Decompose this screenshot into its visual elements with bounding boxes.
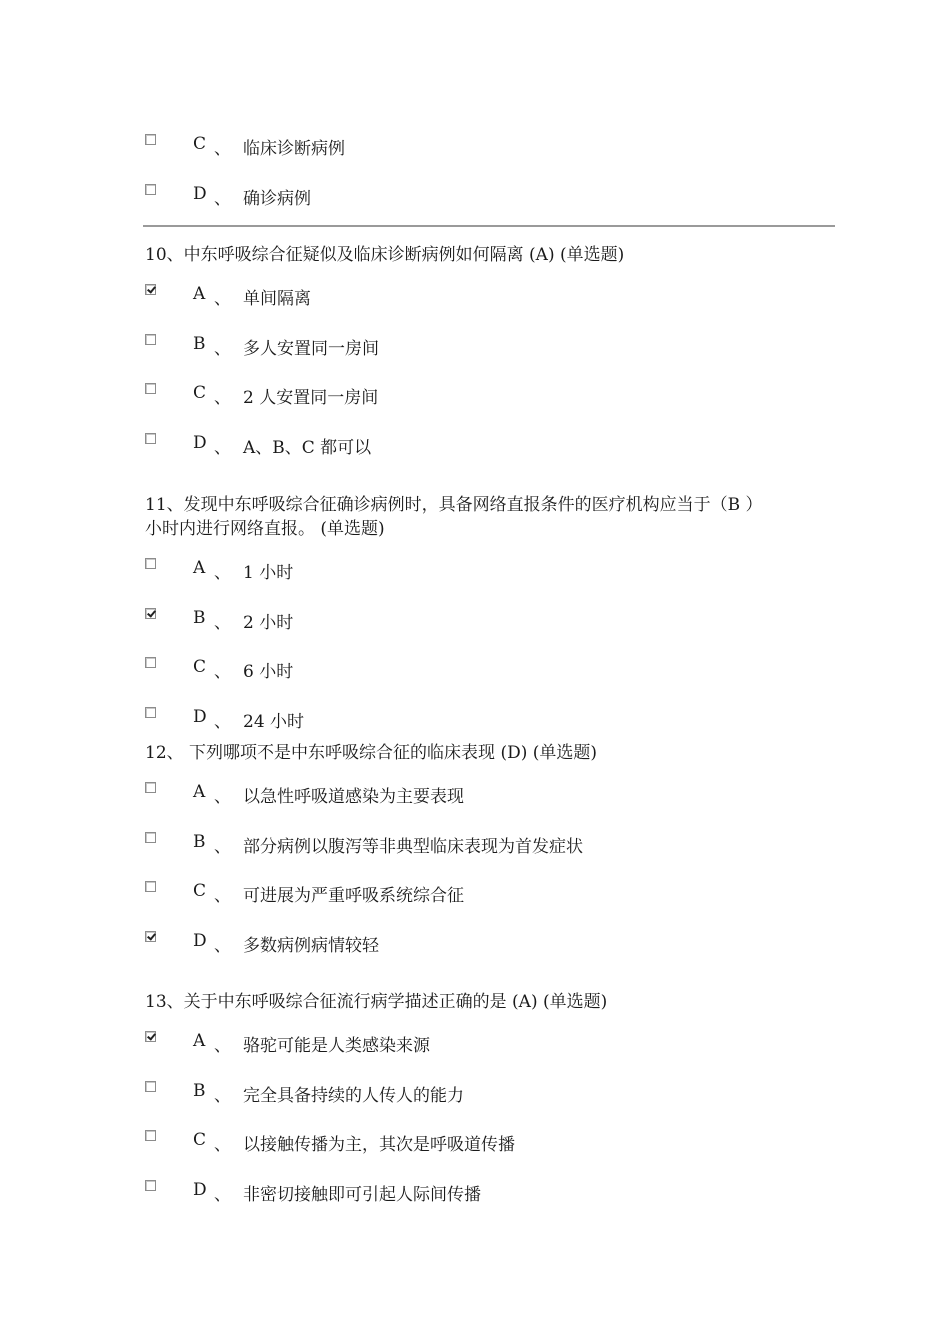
option-letter: A	[193, 558, 206, 578]
option-text[interactable]: 1 小时	[243, 563, 294, 583]
option-text[interactable]: A、B、C 都可以	[243, 438, 372, 458]
option-checkbox[interactable]	[145, 1180, 156, 1191]
option-separator: 、	[214, 886, 231, 906]
option-text[interactable]: 2 小时	[243, 613, 294, 633]
option-text[interactable]: 6 小时	[243, 662, 294, 682]
option-letter: D	[193, 433, 207, 453]
option-text[interactable]: 24 小时	[243, 712, 305, 732]
option-checkbox[interactable]	[145, 1031, 156, 1042]
option-checkbox[interactable]	[145, 1130, 156, 1141]
option-separator: 、	[214, 563, 231, 583]
option-separator: 、	[214, 388, 231, 408]
option-separator: 、	[214, 613, 231, 633]
option-checkbox[interactable]	[145, 334, 156, 345]
option-separator: 、	[214, 189, 231, 209]
option-separator: 、	[214, 438, 231, 458]
option-separator: 、	[214, 1036, 231, 1056]
option-separator: 、	[214, 289, 231, 309]
option-letter: D	[193, 931, 207, 951]
option-letter: B	[193, 334, 206, 354]
option-letter: C	[193, 1130, 207, 1150]
option-text[interactable]: 临床诊断病例	[243, 139, 345, 159]
question-text: 10、中东呼吸综合征疑似及临床诊断病例如何隔离 (A) (单选题)	[145, 245, 625, 265]
option-letter: A	[193, 782, 206, 802]
option-letter: B	[193, 608, 206, 628]
option-text[interactable]: 部分病例以腹泻等非典型临床表现为首发症状	[243, 837, 583, 857]
option-letter: D	[193, 184, 207, 204]
option-checkbox[interactable]	[145, 433, 156, 444]
option-separator: 、	[214, 1185, 231, 1205]
option-letter: A	[193, 1031, 206, 1051]
option-checkbox[interactable]	[145, 184, 156, 195]
question-text: 12、 下列哪项不是中东呼吸综合征的临床表现 (D) (单选题)	[145, 743, 598, 763]
option-text[interactable]: 单间隔离	[243, 289, 311, 309]
option-letter: D	[193, 1180, 207, 1200]
option-text[interactable]: 可进展为严重呼吸系统综合征	[243, 886, 464, 906]
question-text: 13、关于中东呼吸综合征流行病学描述正确的是 (A) (单选题)	[145, 992, 608, 1012]
option-letter: C	[193, 657, 207, 677]
option-text[interactable]: 骆驼可能是人类感染来源	[243, 1036, 430, 1056]
option-letter: B	[193, 1081, 206, 1101]
option-text[interactable]: 完全具备持续的人传人的能力	[243, 1086, 464, 1106]
option-checkbox[interactable]	[145, 881, 156, 892]
option-checkbox[interactable]	[145, 1081, 156, 1092]
option-checkbox[interactable]	[145, 284, 156, 295]
option-letter: B	[193, 832, 206, 852]
option-letter: C	[193, 134, 207, 154]
option-separator: 、	[214, 712, 231, 732]
option-separator: 、	[214, 837, 231, 857]
option-letter: D	[193, 707, 207, 727]
option-text[interactable]: 多人安置同一房间	[243, 339, 379, 359]
option-text[interactable]: 确诊病例	[243, 189, 311, 209]
question-text-continued: 小时内进行网络直报。 (单选题)	[145, 519, 385, 539]
option-separator: 、	[214, 139, 231, 159]
option-checkbox[interactable]	[145, 134, 156, 145]
option-text[interactable]: 以接触传播为主，其次是呼吸道传播	[243, 1135, 515, 1155]
option-separator: 、	[214, 662, 231, 682]
option-text[interactable]: 非密切接触即可引起人际间传播	[243, 1185, 481, 1205]
option-separator: 、	[214, 936, 231, 956]
option-letter: C	[193, 383, 207, 403]
option-checkbox[interactable]	[145, 832, 156, 843]
option-text[interactable]: 多数病例病情较轻	[243, 936, 379, 956]
option-letter: A	[193, 284, 206, 304]
option-checkbox[interactable]	[145, 558, 156, 569]
option-separator: 、	[214, 1086, 231, 1106]
option-separator: 、	[214, 1135, 231, 1155]
option-checkbox[interactable]	[145, 608, 156, 619]
option-text[interactable]: 以急性呼吸道感染为主要表现	[243, 787, 464, 807]
question-text: 11、发现中东呼吸综合征确诊病例时，具备网络直报条件的医疗机构应当于（B ）	[145, 495, 763, 515]
option-separator: 、	[214, 787, 231, 807]
option-separator: 、	[214, 339, 231, 359]
option-checkbox[interactable]	[145, 782, 156, 793]
option-checkbox[interactable]	[145, 657, 156, 668]
section-divider	[143, 225, 835, 227]
option-checkbox[interactable]	[145, 707, 156, 718]
option-checkbox[interactable]	[145, 383, 156, 394]
option-letter: C	[193, 881, 207, 901]
option-checkbox[interactable]	[145, 931, 156, 942]
option-text[interactable]: 2 人安置同一房间	[243, 388, 379, 408]
